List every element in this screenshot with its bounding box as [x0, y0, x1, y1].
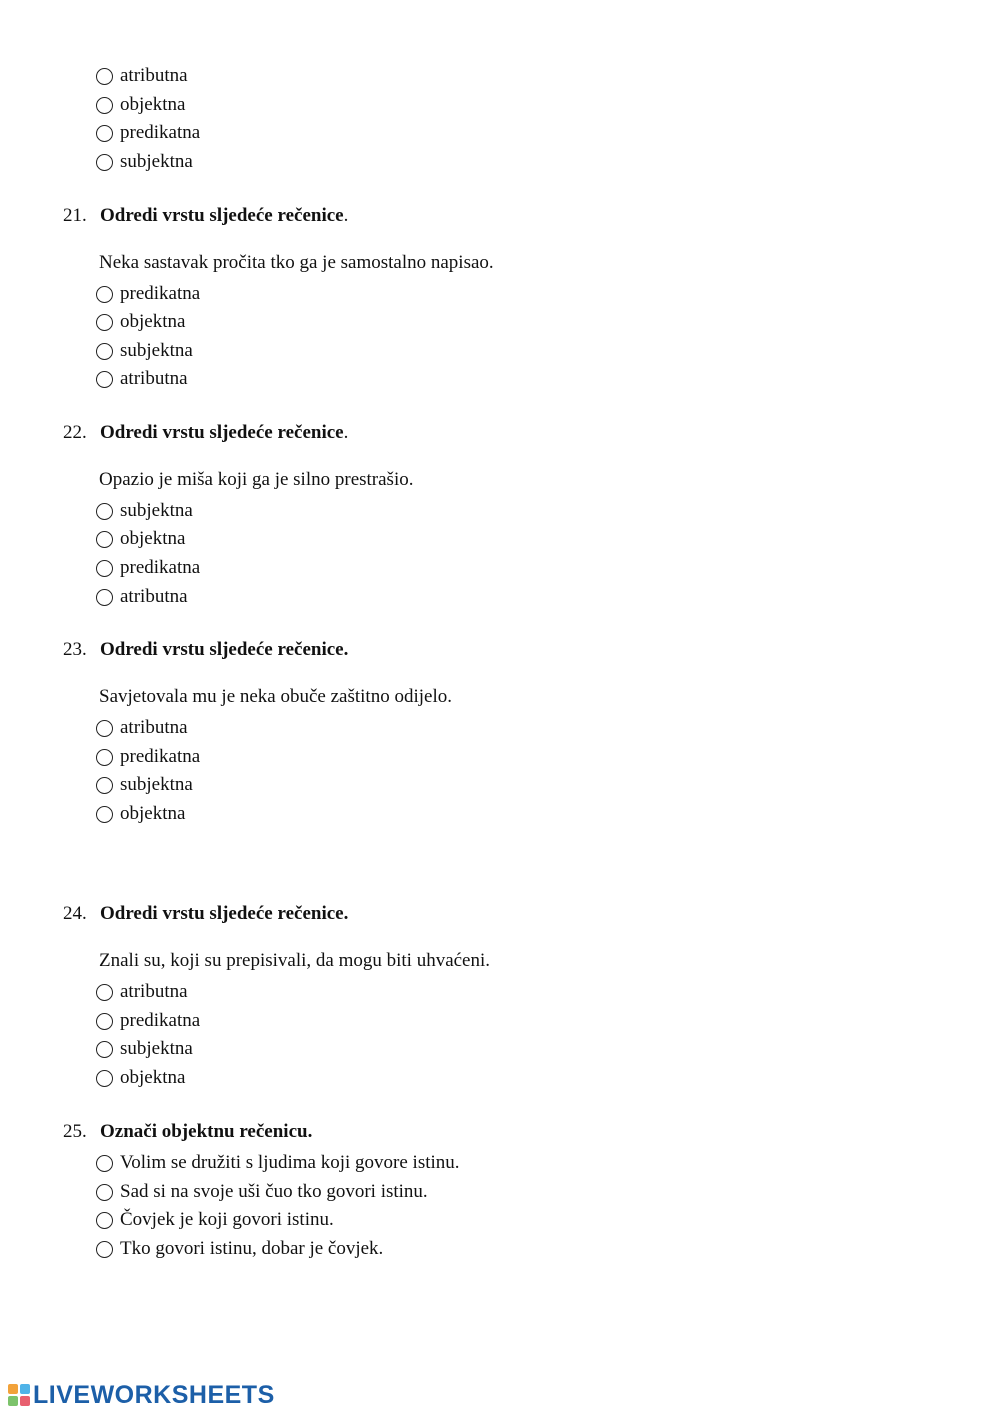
option-label: atributna [120, 717, 188, 738]
radio-button[interactable] [96, 97, 113, 114]
option-q23-1[interactable] [96, 716, 188, 740]
option-q24-2[interactable] [96, 1009, 200, 1033]
option-label: predikatna [120, 1010, 201, 1031]
question-number: 24. [63, 903, 87, 924]
option-q25-2[interactable] [96, 1180, 428, 1204]
option-q23-2[interactable] [96, 745, 200, 769]
question-heading [63, 1121, 312, 1143]
option-q20-4[interactable] [96, 150, 193, 174]
option-q25-4[interactable] [96, 1237, 383, 1261]
option-q22-4[interactable] [96, 585, 188, 609]
radio-button[interactable] [96, 1041, 113, 1058]
option-q22-2[interactable] [96, 527, 185, 551]
option-label: predikatna [120, 746, 201, 767]
option-q21-2[interactable] [96, 310, 185, 334]
question-title-suffix: . [343, 205, 349, 226]
option-q22-1[interactable] [96, 499, 193, 523]
radio-button[interactable] [96, 314, 113, 331]
option-label: objektna [120, 803, 186, 824]
option-label: Čovjek je koji govori istinu. [120, 1209, 334, 1230]
option-q24-1[interactable] [96, 980, 188, 1004]
option-q20-1[interactable] [96, 64, 188, 88]
option-label: atributna [120, 586, 188, 607]
question-heading [63, 422, 348, 444]
option-label: Tko govori istinu, dobar je čovjek. [120, 1238, 384, 1259]
option-q25-1[interactable] [96, 1151, 460, 1175]
radio-button[interactable] [96, 371, 113, 388]
option-q24-4[interactable] [96, 1066, 185, 1090]
radio-button[interactable] [96, 749, 113, 766]
option-label: subjektna [120, 340, 193, 361]
option-label: subjektna [120, 151, 193, 172]
option-label: subjektna [120, 1038, 193, 1059]
radio-button[interactable] [96, 560, 113, 577]
radio-button[interactable] [96, 68, 113, 85]
radio-button[interactable] [96, 125, 113, 142]
radio-button[interactable] [96, 720, 113, 737]
liveworksheets-logo [8, 1380, 275, 1410]
option-label: atributna [120, 65, 188, 86]
option-q23-3[interactable] [96, 773, 193, 797]
radio-button[interactable] [96, 1212, 113, 1229]
option-q24-3[interactable] [96, 1037, 193, 1061]
radio-button[interactable] [96, 531, 113, 548]
radio-button[interactable] [96, 343, 113, 360]
question-title: Odredi vrstu sljedeće rečenice. [100, 903, 349, 924]
question-title: Odredi vrstu sljedeće rečenice. [100, 639, 349, 660]
option-q22-3[interactable] [96, 556, 200, 580]
question-number: 22. [63, 422, 87, 443]
radio-button[interactable] [96, 589, 113, 606]
option-label: objektna [120, 528, 186, 549]
option-label: objektna [120, 1067, 186, 1088]
question-sentence: Savjetovala mu je neka obuče zaštitno odijelo. [99, 686, 452, 707]
option-q21-1[interactable] [96, 282, 200, 306]
option-q21-4[interactable] [96, 367, 188, 391]
radio-button[interactable] [96, 1241, 113, 1258]
question-number: 23. [63, 639, 87, 660]
question-title: Označi objektnu rečenicu. [100, 1121, 313, 1142]
option-label: Sad si na svoje uši čuo tko govori istinu. [120, 1181, 428, 1202]
question-heading [63, 903, 348, 925]
logo-blocks-icon [8, 1384, 31, 1407]
option-label: objektna [120, 311, 186, 332]
radio-button[interactable] [96, 154, 113, 171]
radio-button[interactable] [96, 806, 113, 823]
radio-button[interactable] [96, 984, 113, 1001]
question-title-suffix: . [343, 422, 349, 443]
radio-button[interactable] [96, 777, 113, 794]
radio-button[interactable] [96, 1184, 113, 1201]
option-q21-3[interactable] [96, 339, 193, 363]
option-label: atributna [120, 368, 188, 389]
radio-button[interactable] [96, 1070, 113, 1087]
question-sentence: Znali su, koji su prepisivali, da mogu biti uhvaćeni. [99, 950, 491, 971]
option-label: predikatna [120, 122, 201, 143]
question-number: 25. [63, 1121, 87, 1142]
option-q20-3[interactable] [96, 121, 200, 145]
option-label: Volim se družiti s ljudima koji govore istinu. [120, 1152, 460, 1173]
question-sentence: Opazio je miša koji ga je silno prestrašio. [99, 469, 414, 490]
question-heading [63, 205, 348, 227]
radio-button[interactable] [96, 503, 113, 520]
question-sentence: Neka sastavak pročita tko ga je samostalno napisao. [99, 252, 494, 273]
option-label: predikatna [120, 283, 201, 304]
radio-button[interactable] [96, 1013, 113, 1030]
option-label: predikatna [120, 557, 201, 578]
radio-button[interactable] [96, 286, 113, 303]
option-q23-4[interactable] [96, 802, 185, 826]
option-label: subjektna [120, 500, 193, 521]
option-q20-2[interactable] [96, 93, 185, 117]
radio-button[interactable] [96, 1155, 113, 1172]
question-heading [63, 639, 348, 661]
option-label: objektna [120, 94, 186, 115]
option-q25-3[interactable] [96, 1208, 334, 1232]
option-label: atributna [120, 981, 188, 1002]
question-title: Odredi vrstu sljedeće rečenice [100, 422, 344, 443]
question-title: Odredi vrstu sljedeće rečenice [100, 205, 344, 226]
question-number: 21. [63, 205, 87, 226]
logo-text: LIVEWORKSHEETS [33, 1380, 275, 1409]
option-label: subjektna [120, 774, 193, 795]
